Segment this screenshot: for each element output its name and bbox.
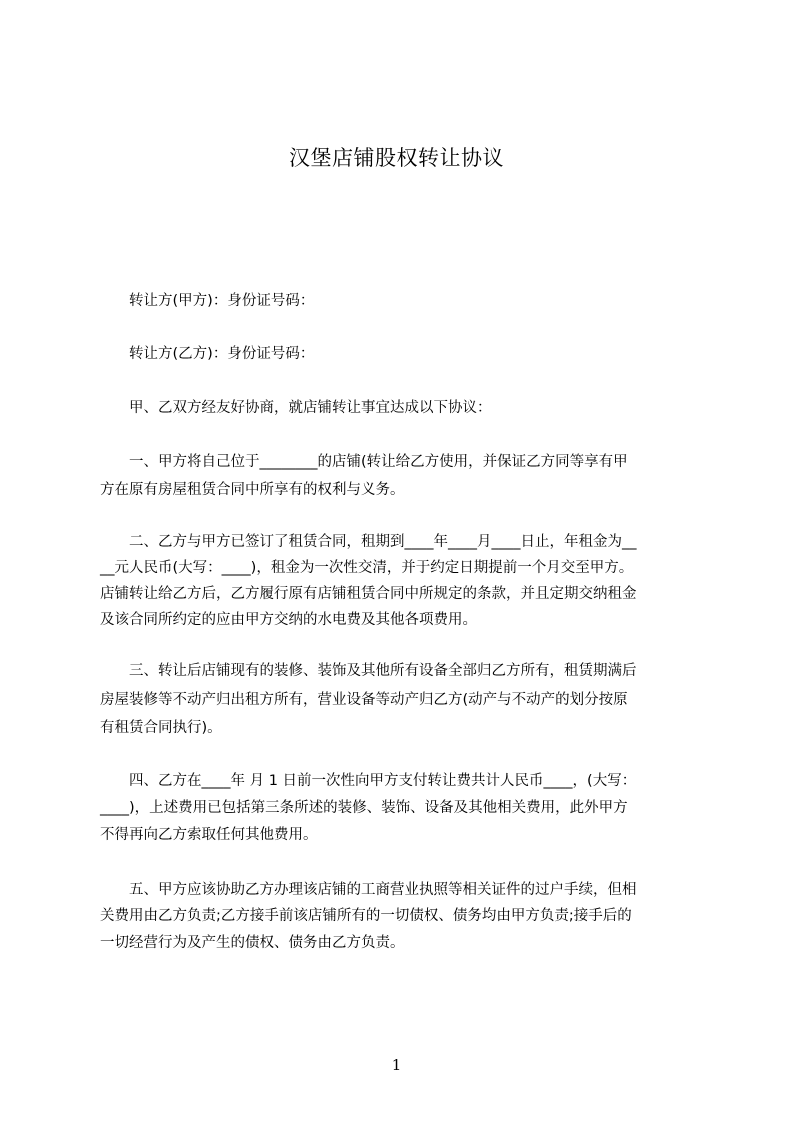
clause-4-line-3: 不得再向乙方索取任何其他费用。 — [100, 827, 318, 843]
page-number: 1 — [391, 1056, 402, 1074]
party-a-line: 转让方(甲方)：身份证号码： — [100, 293, 315, 309]
clause-3-line-1: 三、转让后店铺现有的装修、装饰及其他所有设备全部归乙方所有，租赁期满后 — [100, 663, 637, 679]
clause-2-line-2: __元人民币(大写：____)，租金为一次性交清，并于约定日期提前一个月交至甲方。 — [100, 560, 634, 576]
clause-3-line-2: 房屋装修等不动产归出租方所有，营业设备等动产归乙方(动产与不动产的划分按原 — [100, 692, 628, 708]
clause-2-line-3: 店铺转让给乙方后，乙方履行原有店铺租赁合同中所规定的条款，并且定期交纳租金 — [100, 586, 637, 602]
intro-line: 甲、乙双方经友好协商，就店铺转让事宜达成以下协议： — [100, 400, 492, 416]
clause-3-line-3: 有租赁合同执行)。 — [100, 720, 222, 736]
clause-1-line-1: 一、甲方将自己位于________的店铺(转让给乙方使用，并保证乙方同等享有甲 — [100, 454, 628, 470]
clause-1-line-2: 方在原有房屋租赁合同中所享有的权利与义务。 — [100, 482, 405, 498]
clause-4-line-2: ____)，上述费用已包括第三条所述的装修、装饰、设备及其他相关费用，此外甲方 — [100, 800, 628, 816]
clause-5-line-1: 五、甲方应该协助乙方办理该店铺的工商营业执照等相关证件的过户手续，但相 — [100, 882, 637, 898]
clause-5-line-2: 关费用由乙方负责;乙方接手前该店铺所有的一切债权、债务均由甲方负责;接手后的 — [100, 908, 632, 924]
clause-5-line-3: 一切经营行为及产生的债权、债务由乙方负责。 — [100, 935, 405, 951]
clause-4-line-1: 四、乙方在____年 月 1 日前一次性向甲方支付转让费共计人民币____，(大写： — [100, 773, 637, 789]
document-title: 汉堡店铺股权转让协议 — [289, 146, 504, 170]
clause-2-line-4: 及该合同所约定的应由甲方交纳的水电费及其他各项费用。 — [100, 612, 477, 628]
clause-2-line-1: 二、乙方与甲方已签订了租赁合同，租期到____年____月____日止，年租金为__ — [100, 534, 637, 550]
party-b-line: 转让方(乙方)：身份证号码： — [100, 346, 315, 362]
